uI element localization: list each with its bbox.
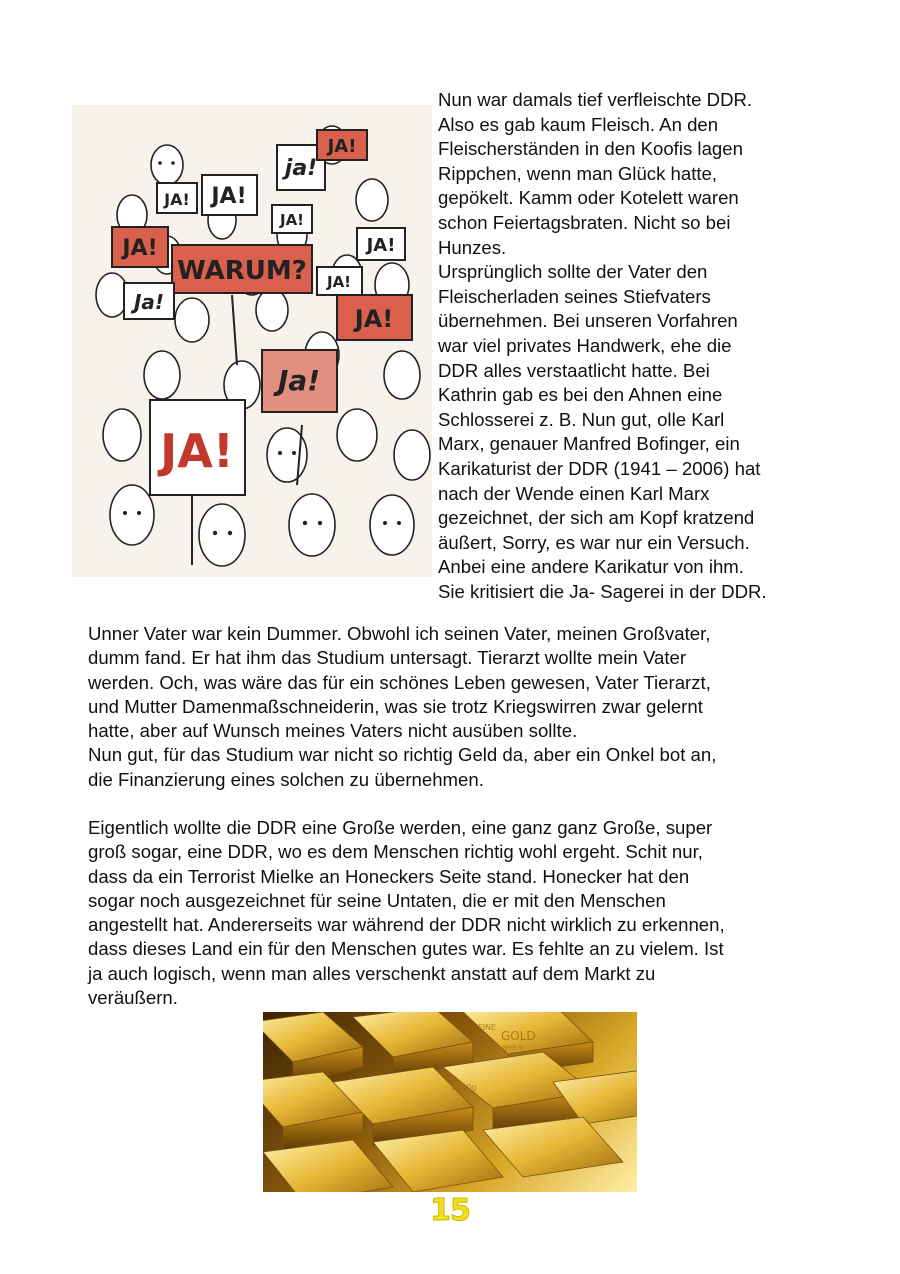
sign-ja-small3: JA! <box>279 211 305 229</box>
paragraph-ddr: Eigentlich wollte die DDR eine Große werden, eine ganz ganz Große, super groß sogar, eine DDR, wo es dem Menschen richtig wohl ergeht. Schit nur, dass da ein Terrorist Mielke an Honeckers Seite stand. Honecker hat den sogar noch ausgezeichnet für seine Untaten, die er mit den Menschen angestellt hat. Andererseits war während der DDR nicht wirklich zu erkennen, dass dieses Land ein für den Menschen gutes war. Es fehlte an zu vielem. Ist ja auch logisch, wenn man alles verschenkt anstatt auf dem Markt zu veräußern. <box>88 817 725 1009</box>
sign-ja-left: JA! <box>122 236 158 261</box>
stamp-gold: GOLD <box>501 1029 536 1043</box>
sign-ja-mixed-left: Ja! <box>133 290 165 314</box>
sign-ja-small2: JA! <box>326 273 352 291</box>
sign-ja-red-right: JA! <box>354 305 394 333</box>
stamp-fine: FINE <box>478 1023 496 1032</box>
sign-ja-big: JA! <box>160 424 234 478</box>
sign-ja-top-right: JA! <box>327 136 357 157</box>
sign-ja-script-top: ja! <box>284 156 318 181</box>
stamp-weight: 1000g <box>451 1083 477 1092</box>
side-text-block: Nun war damals tief verfleischte DDR. Also es gab kaum Fleisch. An den Fleischerständen in den Koofis lagen Rippchen, wenn man Glück hatte, gepökelt. Kamm oder Kotelett waren schon Feiertagsbraten. Nicht so bei Hunzes. Ursprünglich sollte der Vater den Fleischerladen seines Stiefvaters übernehmen. Bei unseren Vorfahren war viel privates Handwerk, ehe die DDR alles verstaatlicht hatte. Bei Kathrin gab es bei den Ahnen eine Schlosserei z. B. Nun gut, olle Karl Marx, genauer Manfred Bofinger, ein Karikaturist der DDR (1941 – 2006) hat nach der Wende einen Karl Marx gezeichnet, der sich am Kopf kratzend äußert, Sorry, es war nur ein Versuch. Anbei eine andere Karikatur von ihm. Sie kritisiert die Ja- Sagerei in der DDR. <box>438 89 767 602</box>
page-number: 15 <box>430 1193 470 1228</box>
sign-ja-mixed-right: Ja! <box>277 364 321 397</box>
sign-warum: WARUM? <box>177 256 307 286</box>
gold-bars-image <box>263 1012 637 1192</box>
sign-ja-right: JA! <box>366 235 396 256</box>
sign-ja-mid: JA! <box>211 184 247 209</box>
paragraph-father: Unner Vater war kein Dummer. Obwohl ich seinen Vater, meinen Großvater, dumm fand. Er hat ihm das Studium untersagt. Tierarzt wollte mein Vater werden. Och, was wäre das für ein schönes Leben gewesen, Vater Tierarzt, und Mutter Damenmaßschneiderin, was sie trotz Kriegswirren zwar gelernt hatte, aber auf Wunsch meines Vaters nicht ausüben sollte. Nun gut, für das Studium war nicht so richtig Geld da, aber ein Onkel bot an, die Finanzierung eines solchen zu übernehmen. <box>88 623 717 790</box>
cartoon-illustration <box>72 105 432 577</box>
sign-ja-small1: JA! <box>164 190 190 209</box>
stamp-purity: 999.9 <box>503 1044 524 1052</box>
